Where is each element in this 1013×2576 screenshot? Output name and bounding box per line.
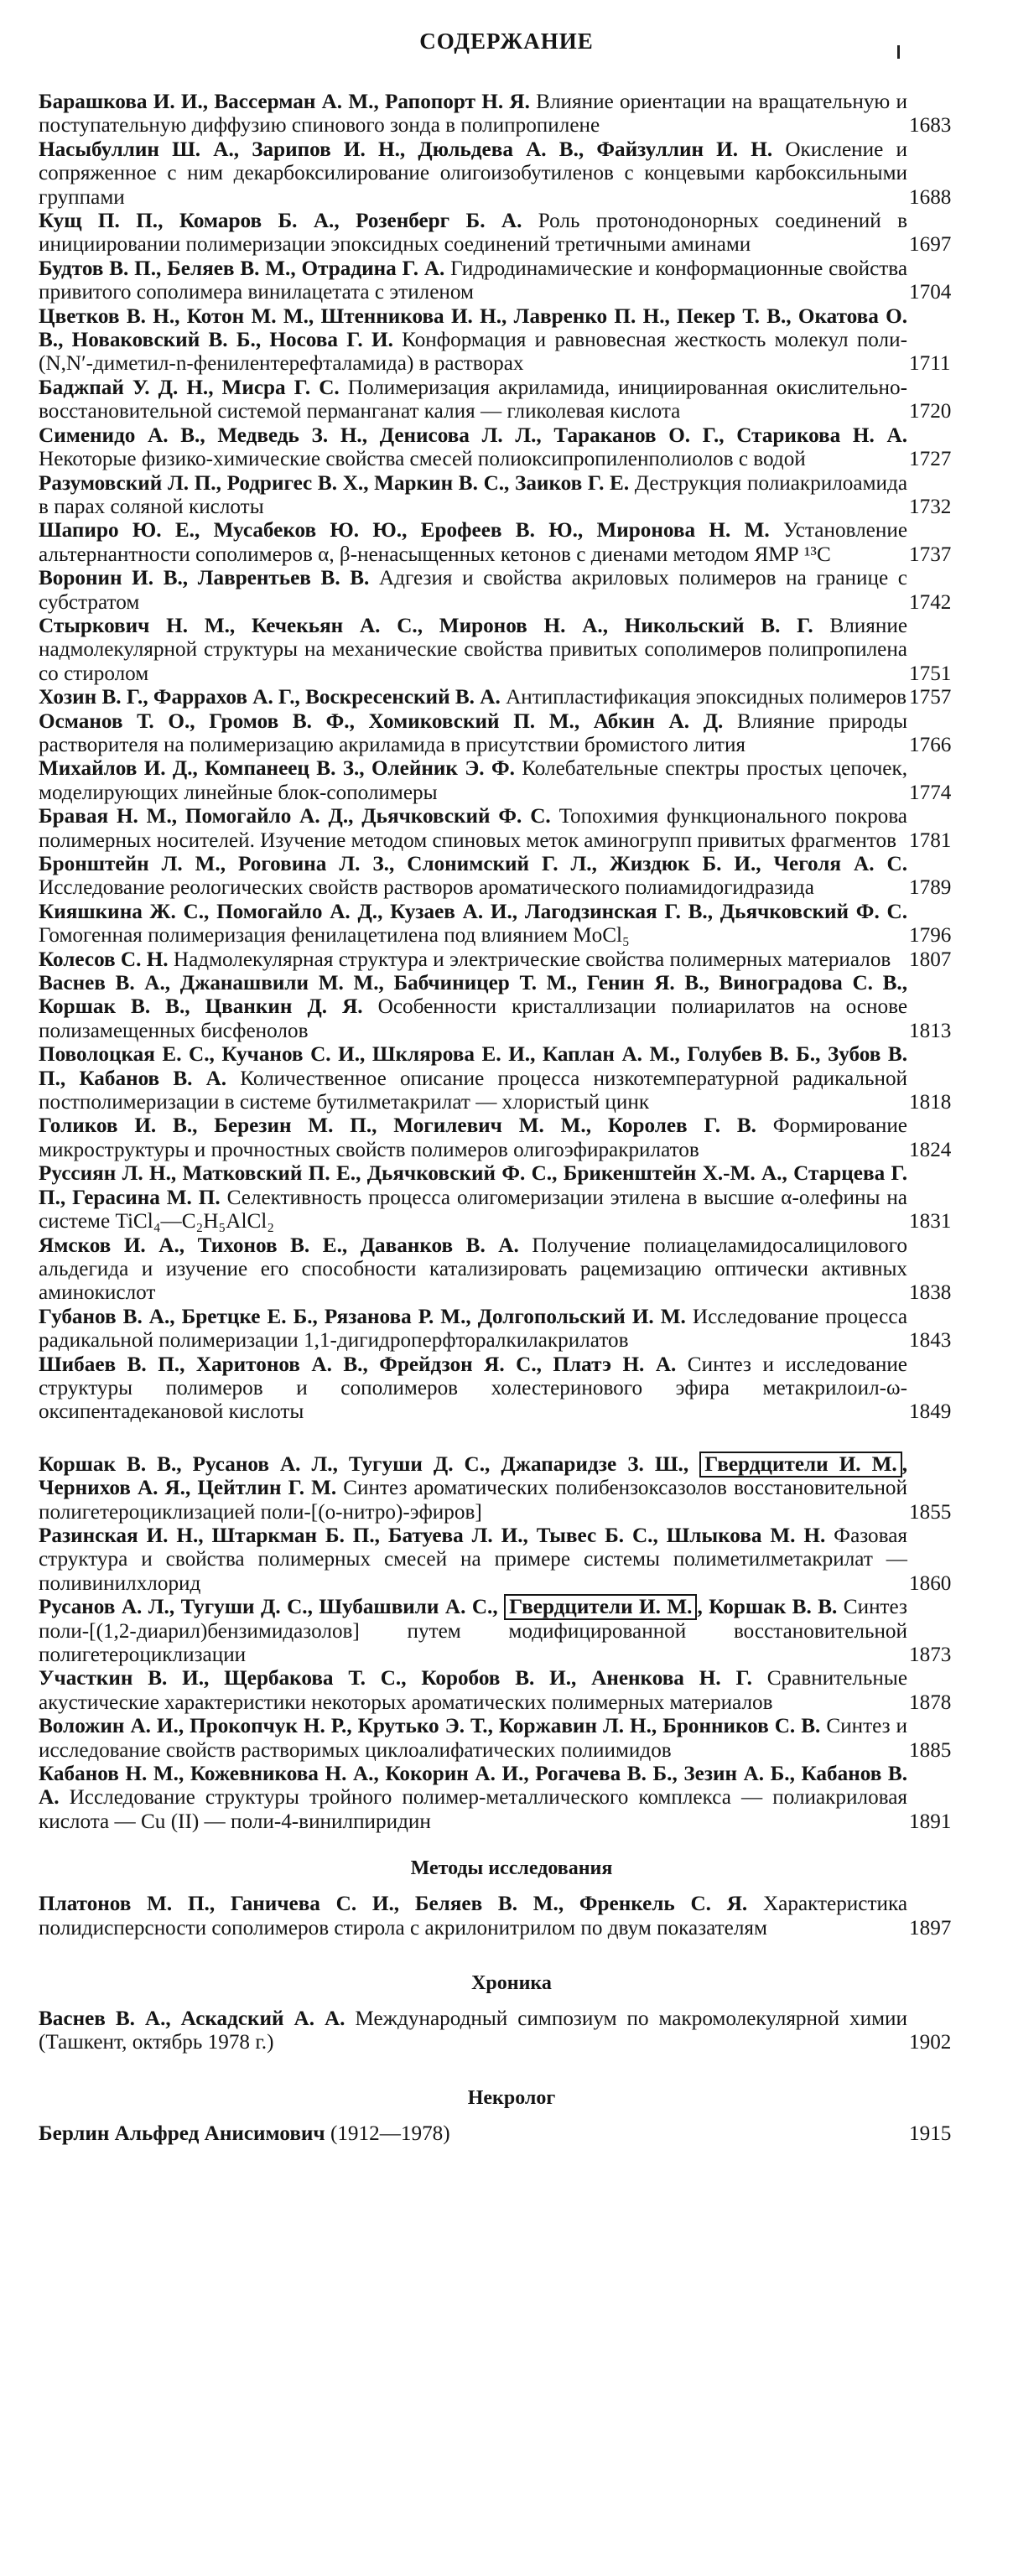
entry-authors: Поволоцкая Е. С., Кучанов С. И., Шклярова Е. И., Каплан А. М., Голубев В. Б., Зубов В. П., Кабанов В. А. — [39, 1043, 907, 1090]
entry-title: Сравнительные акустические характеристики некоторых ароматических полимерных материалов — [39, 1667, 907, 1714]
entry-title: Топохимия функционального покрова полимерных носителей. Изучение методом спиновых меток аминогрупп привитых фрагментов — [39, 805, 907, 852]
entry-page: 1688 — [909, 185, 952, 209]
entry-title: Надмолекулярная структура и электрические свойства полимерных материалов — [168, 948, 891, 971]
entry-authors: Кущ П. П., Комаров Б. А., Розенберг Б. А. — [39, 210, 522, 233]
entry-page: 1789 — [909, 876, 952, 900]
entry-title: Гомогенная полимеризация фенилацетилена под влиянием MoCl₅ — [39, 924, 630, 948]
entry-title: Фазовая структура и свойства полимерных смесей на примере системы полиметилметакрилат — поливинилхлорид — [39, 1524, 907, 1595]
entry-authors: Губанов В. А., Бретцке Е. Б., Рязанова Р. М., Долгопольский И. М. — [39, 1305, 686, 1328]
entry-title: Формирование микроструктуры и прочностных свойств полимеров олигоэфиракрилатов — [39, 1114, 907, 1161]
entry-page: 1742 — [909, 590, 952, 614]
toc-entry[interactable] — [39, 305, 984, 377]
section-heading-chronicle: Хроника — [471, 1972, 552, 1995]
toc-entry[interactable] — [39, 1234, 984, 1306]
entry-title: Антипластификация эпоксидных полимеров — [500, 686, 907, 709]
toc-entry[interactable] — [39, 901, 984, 948]
entry-title: Некоторые физико-химические свойства смесей полиоксипропиленполиолов с водой — [39, 448, 806, 471]
toc-entry[interactable] — [39, 1306, 984, 1353]
table-of-contents — [39, 91, 984, 2146]
entry-authors: Васнев В. А., Джанашвили М. М., Бабчиницер Т. М., Генин Я. В., Виноградова С. В., Коршак В. В., Цванкин Д. Я. — [39, 972, 907, 1019]
toc-entry[interactable] — [39, 257, 984, 305]
entry-title: Синтез и исследование свойств растворимых циклоалифатических полиимидов — [39, 1715, 908, 1762]
entry-title: Установление альтернантности сополимеров α, β-ненасыщенных кетонов с диенами методом ЯМР ¹³С — [39, 519, 907, 566]
toc-entry[interactable] — [39, 1453, 984, 1524]
article-list — [39, 91, 984, 1425]
toc-entry[interactable] — [39, 1524, 984, 1596]
entry-title: Адгезия и свойства акриловых полимеров на границе с субстратом — [39, 567, 907, 614]
deceased-author-box: Гвердцители И. М. — [699, 1452, 902, 1478]
entry-title: Синтез поли-[(1,2-диарил)бензимидазолов] путем модифицированной восстановительной полигетероциклизации — [39, 1596, 907, 1666]
toc-entry[interactable] — [39, 1715, 984, 1763]
entry-page: 1711 — [909, 352, 951, 376]
toc-entry[interactable] — [39, 424, 984, 472]
entry-title: Гидродинамические и конформационные свойства привитого сополимера винилацетата с этиленом — [39, 257, 907, 304]
entry-page: 1807 — [909, 948, 952, 971]
toc-entry[interactable] — [39, 805, 984, 853]
toc-entry[interactable] — [39, 377, 984, 424]
entry-authors: Руссиян Л. Н., Матковский П. Е., Дьячковский Ф. С., Брикенштейн Х.-М. А., Старцева Г. П., Герасина М. П. — [39, 1162, 907, 1209]
toc-entry[interactable] — [39, 948, 984, 972]
entry-authors: Ямсков И. А., Тихонов В. Е., Даванков В. А. — [39, 1233, 519, 1257]
entry-page: 1737 — [909, 543, 952, 566]
margin-mark — [897, 45, 900, 59]
toc-entry[interactable] — [39, 519, 984, 567]
entry-authors: Платонов М. П., Ганичева С. И., Беляев В. М., Френкель С. Я. — [39, 1893, 748, 1916]
entry-page: 1843 — [909, 1329, 952, 1353]
entry-title: Влияние природы растворителя на полимеризацию акриламида в присутствии бромистого лития — [39, 709, 908, 756]
entry-authors: Цветков В. Н., Котон М. М., Штенникова И. Н., Лавренко П. Н., Пекер Т. В., Окатова О. В., Новаковский В. Б., Носова Г. И. — [39, 304, 907, 352]
entry-page: 1878 — [909, 1690, 952, 1714]
entry-page: 1902 — [909, 2031, 952, 2054]
entry-authors: Кияшкина Ж. С., Помогайло А. Д., Кузаев А. И., Лагодзинская Г. В., Дьячковский Ф. С. — [39, 900, 907, 923]
entry-page: 1774 — [909, 781, 952, 804]
entry-authors: Шапиро Ю. Е., Мусабеков Ю. Ю., Ерофеев В. Ю., Миронова Н. М. — [39, 519, 770, 543]
toc-entry[interactable] — [39, 138, 984, 210]
toc-entry[interactable] — [39, 1114, 984, 1162]
toc-entry[interactable] — [39, 210, 984, 257]
toc-entry[interactable] — [39, 1667, 984, 1715]
entry-authors: Стыркович Н. М., Кечекьян А. С., Миронов Н. А., Никольский В. Г. — [39, 614, 813, 637]
entry-title: Исследование структуры тройного полимер-металлического комплекса — полиакриловая кислота — Cu (II) — поли-4-винилпиридин — [39, 1786, 907, 1833]
entry-page: 1751 — [909, 662, 952, 685]
entry-title: Деструкция полиакрилоамида в парах соляной кислоты — [39, 471, 907, 518]
entry-title: Особенности кристаллизации полиарилатов на основе полизамещенных бисфенолов — [39, 995, 908, 1042]
entry-authors: Насыбуллин Ш. А., Зарипов И. Н., Дюльдева А. В., Файзуллин И. Н. — [39, 138, 773, 161]
entry-authors: Кабанов Н. М., Кожевникова Н. А., Кокорин А. И., Рогачева В. Б., Зезин А. Б., Кабанов В. А. — [39, 1763, 907, 1810]
entry-title: Колебательные спектры простых цепочек, моделирующих линейные блок-сополимеры — [39, 757, 907, 804]
entry-authors: Разинская И. Н., Штаркман Б. П., Батуева Л. И., Тывес Б. С., Шлыкова М. Н. — [39, 1524, 826, 1547]
entry-page: 1720 — [909, 400, 952, 423]
entry-title: Синтез и исследование структуры полимеров и сополимеров холестеринового эфира метакрилоил-ω-оксипентадекановой кислоты — [39, 1353, 907, 1424]
entry-page: 1860 — [909, 1571, 952, 1595]
entry-title: Окисление и сопряженное с ним декарбоксилирование олигоизобутиленов с концевыми карбоксильными группами — [39, 138, 908, 209]
entry-page: 1732 — [909, 495, 952, 518]
entry-title: Конформация и равновесная жесткость молекул поли-(N,N′-диметил-n-фенилентерефталамида) в растворах — [39, 329, 907, 376]
entry-title: Синтез ароматических полибензоксазолов восстановительной полигетероциклизацией поли-[(о-нитро)-эфиров] — [39, 1477, 907, 1524]
entry-title: Исследование реологических свойств растворов ароматического полиамидогидразида — [39, 876, 814, 900]
entry-title: Полимеризация акриламида, инициированная окислительно-восстановительной системой перманганат калия — гликолевая кислота — [39, 376, 907, 423]
entry-title: Исследование процесса радикальной полимеризации 1,1-дигидроперфторалкилакрилатов — [39, 1305, 907, 1353]
entry-authors: Васнев В. А., Аскадский А. А. — [39, 2007, 345, 2031]
entry-authors-cont: , Коршак В. В. — [697, 1596, 838, 1619]
entry-authors: Будтов В. П., Беляев В. М., Отрадина Г. А. — [39, 257, 445, 280]
toc-entry[interactable] — [39, 710, 984, 758]
entry-page: 1757 — [909, 686, 952, 709]
entry-page: 1838 — [909, 1281, 952, 1305]
entry-authors: Баджпай У. Д. Н., Мисра Г. С. — [39, 376, 340, 399]
entry-page: 1915 — [909, 2122, 952, 2145]
entry-page: 1891 — [909, 1810, 952, 1833]
entry-title: Влияние надмолекулярной структуры на механические свойства привитых сополимеров полипропилена со стиролом — [39, 614, 907, 685]
entry-authors: Сименидо А. В., Медведь З. Н., Денисова Л. Л., Тараканов О. Г., Старикова Н. А. — [39, 423, 907, 447]
entry-page: 1855 — [909, 1500, 952, 1524]
entry-title: Селективность процесса олигомеризации этилена в высшие α-олефины на системе TiCl₄—C₂H₅AlCl₂ — [39, 1186, 907, 1233]
toc-entry[interactable] — [39, 1353, 984, 1425]
entry-authors: Михайлов И. Д., Компанеец В. З., Олейник Э. Ф. — [39, 757, 515, 781]
entry-authors: Голиков И. В., Березин М. П., Могилевич М. М., Королев Г. В. — [39, 1114, 756, 1138]
entry-page: 1766 — [909, 733, 952, 756]
entry-authors: Бравая Н. М., Помогайло А. Д., Дьячковский Ф. С. — [39, 805, 551, 828]
toc-entry-chronicle[interactable] — [39, 2007, 984, 2055]
entry-title: Характеристика полидисперсности сополимеров стирола с акрилонитрилом по двум показателям — [39, 1893, 907, 1940]
toc-entry[interactable] — [39, 1162, 984, 1233]
article-list-2 — [39, 1453, 984, 1835]
entry-page: 1824 — [909, 1138, 952, 1161]
toc-entry[interactable] — [39, 853, 984, 901]
entry-authors: Колесов С. Н. — [39, 948, 169, 971]
entry-title: (1912—1978) — [325, 2122, 450, 2145]
entry-page: 1697 — [909, 233, 952, 257]
entry-page: 1683 — [909, 114, 952, 138]
entry-page: 1885 — [909, 1738, 952, 1762]
entry-authors: Бронштейн Л. М., Роговина Л. З., Слонимский Г. Л., Жиздюк Б. И., Чеголя А. С. — [39, 853, 907, 875]
toc-entry[interactable] — [39, 686, 984, 709]
entry-authors: Воронин И. В., Лаврентьев В. В. — [39, 567, 370, 590]
section-heading-obituary: Некролог — [467, 2086, 556, 2109]
entry-authors: Участкин В. И., Щербакова Т. С., Коробов В. И., Аненкова Н. Г. — [39, 1667, 752, 1690]
page-title: СОДЕРЖАНИЕ — [419, 29, 594, 54]
toc-entry[interactable] — [39, 757, 984, 805]
entry-title: Влияние ориентации на вращательную и поступательную диффузию спинового зонда в полипропилене — [39, 91, 907, 138]
toc-entry[interactable] — [39, 1043, 984, 1114]
section-heading-methods: Методы исследования — [410, 1857, 613, 1880]
toc-entry[interactable] — [39, 972, 984, 1043]
toc-entry[interactable] — [39, 1763, 984, 1834]
entry-page: 1873 — [909, 1644, 952, 1666]
toc-entry[interactable] — [39, 615, 984, 686]
entry-authors: Коршак В. В., Русанов А. Л., Тугуши Д. С., Джапаридзе З. Ш., — [39, 1452, 689, 1476]
entry-authors: Барашкова И. И., Вассерман А. М., Рапопорт Н. Я. — [39, 91, 530, 113]
toc-entry-obituary[interactable] — [39, 2122, 984, 2146]
entry-authors: Османов Т. О., Громов В. Ф., Хомиковский П. М., Абкин А. Д. — [39, 709, 724, 733]
entry-page: 1813 — [909, 1019, 952, 1042]
entry-title: Роль протонодонорных соединений в инициировании полимеризации эпоксидных соединений третичными аминами — [39, 210, 907, 257]
entry-page: 1796 — [909, 924, 952, 948]
entry-page: 1781 — [909, 828, 952, 852]
toc-entry-methods[interactable] — [39, 1893, 984, 1940]
entry-authors-cont: , Чернихов А. Я., Цейтлин Г. М. — [39, 1452, 908, 1500]
entry-authors: Воложин А. И., Прокопчук Н. Р., Крутько Э. Т., Коржавин Л. Н., Бронников С. В. — [39, 1715, 821, 1738]
entry-title: Международный симпозиум по макромолекулярной химии (Ташкент, октябрь 1978 г.) — [39, 2007, 907, 2054]
entry-page: 1704 — [909, 281, 952, 304]
toc-entry[interactable] — [39, 1596, 984, 1667]
entry-authors: Берлин Альфред Анисимович — [39, 2122, 325, 2145]
entry-page: 1818 — [909, 1091, 952, 1114]
entry-authors: Шибаев В. П., Харитонов А. В., Фрейдзон Я. С., Платэ Н. А. — [39, 1353, 677, 1376]
entry-page: 1897 — [909, 1916, 952, 1940]
entry-title: Количественное описание процесса низкотемпературной радикальной постполимеризации в системе бутилметакрилат — хлористый цинк — [39, 1067, 908, 1114]
entry-title: Получение полиацеламидосалицилового альдегида и изучение его способности катализировать рацемизацию оптически активных аминокислот — [39, 1233, 907, 1305]
entry-page: 1849 — [909, 1400, 952, 1424]
entry-page: 1831 — [909, 1210, 952, 1233]
deceased-author-box: Гвердцители И. М. — [504, 1594, 697, 1620]
toc-entry[interactable] — [39, 472, 984, 520]
entry-page: 1727 — [909, 448, 952, 471]
toc-entry[interactable] — [39, 567, 984, 615]
entry-authors: Хозин В. Г., Фаррахов А. Г., Воскресенский В. А. — [39, 686, 501, 709]
entry-authors: Русанов А. Л., Тугуши Д. С., Шубашвили А. С., — [39, 1596, 498, 1619]
entry-authors: Разумовский Л. П., Родригес В. Х., Маркин В. С., Заиков Г. Е. — [39, 471, 630, 495]
toc-entry[interactable] — [39, 91, 984, 138]
